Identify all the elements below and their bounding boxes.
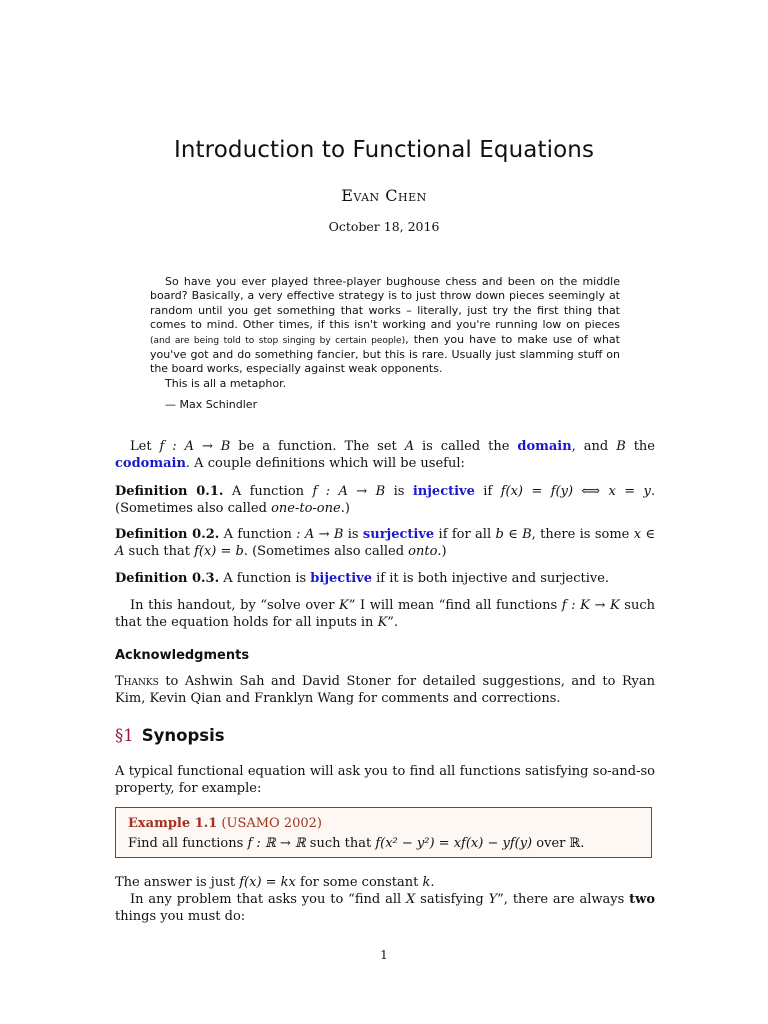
definition-label: Definition 0.1.	[115, 484, 224, 499]
term-surjective: surjective	[362, 527, 435, 542]
example-box	[115, 807, 652, 858]
section-title: Synopsis	[141, 726, 225, 745]
term-injective: injective	[412, 484, 475, 499]
thanks-smallcaps: Thanks	[115, 674, 159, 689]
definition-bijective: Definition 0.3. A function is bijective if it is both injective and surjective.	[115, 571, 610, 586]
section-number: §1	[115, 726, 134, 745]
author-name: Evan Chen	[341, 186, 427, 205]
publication-date: October 18, 2016	[328, 219, 440, 234]
example-source: (USAMO 2002)	[221, 816, 323, 831]
math-inline: f : A → B	[159, 439, 231, 454]
definition-label: Definition 0.3.	[115, 571, 220, 586]
term-codomain: codomain	[115, 456, 186, 471]
definition-injective: Definition 0.1. A function f : A → B is injective if f(x) = f(y) ⟺ x = y. (Sometimes also called one-to-one.)	[115, 484, 656, 516]
section-heading	[115, 726, 225, 745]
epigraph-metaphor: This is all a metaphor.	[165, 376, 287, 390]
example-label: Example 1.1	[128, 816, 218, 831]
example-statement: Find all functions f : ℝ → ℝ such that f(x² − y²) = xf(x) − yf(y) over ℝ.	[128, 836, 585, 851]
epigraph-aside: (and are being told to stop singing by certain people)	[150, 335, 406, 346]
answer-paragraph: The answer is just f(x) = kx for some constant k. In any problem that asks you to “find all X satisfying Y”, there are always two things you must do:	[115, 875, 656, 924]
solve-over-paragraph: In this handout, by “solve over K” I will mean “find all functions f : K → K such that the equation holds for all inputs in K”.	[115, 598, 655, 630]
page-number: 1	[380, 948, 388, 962]
epigraph-text: So have you ever played three-player bughouse chess and been on the middle board? Basically, a very effective strategy is to just throw down pieces seemingly at random until you get something that works – literally, just try the first thing that comes to mind. Other times, if this isn't working and you're running low on pieces	[150, 275, 620, 332]
acknowledgments-paragraph: Thanks to Ashwin Sah and David Stoner for detailed suggestions, and to Ryan Kim, Kevin Qian and Franklyn Wang for comments and corrections.	[115, 674, 655, 706]
definition-label: Definition 0.2.	[115, 527, 220, 542]
example-header	[128, 814, 639, 834]
term-bijective: bijective	[310, 571, 372, 586]
epigraph	[150, 275, 620, 413]
definition-surjective: Definition 0.2. A function : A → B is surjective if for all b ∈ B, there is some x ∈ A such that f(x) = b. (Sometimes also called onto.)	[115, 527, 655, 559]
term-domain: domain	[517, 439, 572, 454]
epigraph-text-continued: , then you have to make use of what you've got and do something fancier, but this is rare. Usually just slamming stuff on the board works, especially against weak opponents.	[150, 332, 620, 376]
acknowledgments-heading: Acknowledgments	[115, 648, 250, 663]
intro-paragraph: Let f : A → B be a function. The set A is called the domain, and B the codomain. A couple definitions which will be useful:	[115, 439, 655, 471]
epigraph-paragraph	[150, 275, 620, 377]
paper-title: Introduction to Functional Equations	[173, 137, 595, 163]
epigraph-attribution: — Max Schindler	[165, 398, 258, 412]
synopsis-paragraph: A typical functional equation will ask you to find all functions satisfying so-and-so property, for example:	[115, 764, 655, 796]
